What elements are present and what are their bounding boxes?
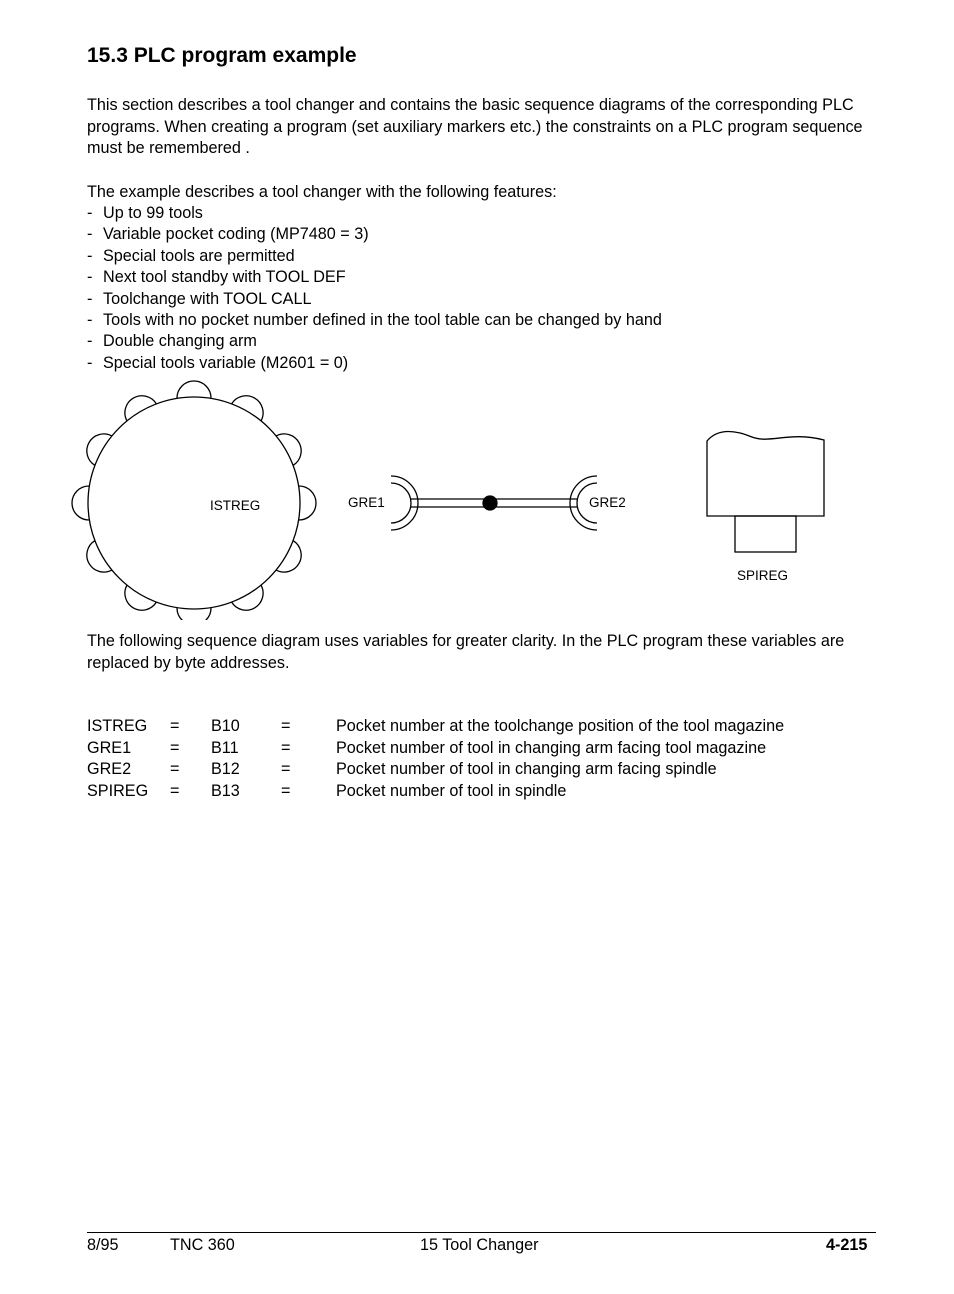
var-description: Pocket number of tool in spindle: [336, 781, 567, 800]
equals-sign: =: [170, 738, 180, 757]
byte-address: B10: [211, 717, 240, 735]
arm-pivot: [483, 496, 497, 510]
spindle-head: [707, 431, 824, 516]
var-name: ISTREG: [87, 717, 148, 735]
table-row: [87, 738, 784, 760]
footer-date: 8/95: [87, 1236, 119, 1254]
byte-address: B13: [211, 781, 240, 800]
feature-text: Double changing arm: [103, 332, 257, 351]
intro-paragraph: This section describes a tool changer and contains the basic sequence diagrams of the corresponding PLC programs. When creating a program (set auxiliary markers etc.) the constraints on a PLC program sequence must be remembered .: [87, 96, 863, 157]
tool-pocket: [232, 585, 263, 610]
tool-changer-diagram: [0, 0, 954, 620]
tool-pocket: [87, 434, 112, 465]
arm-right-label: GRE2: [589, 495, 626, 510]
var-description: Pocket number of tool in changing arm facing spindle: [336, 760, 717, 779]
arm-left-label: GRE1: [348, 495, 385, 510]
var-name: GRE2: [87, 760, 132, 779]
equals-sign: =: [170, 760, 180, 779]
table-row: [87, 781, 784, 803]
equals-sign: =: [281, 781, 291, 800]
tool-pocket: [87, 541, 112, 572]
footer-model: TNC 360: [170, 1236, 235, 1254]
feature-text: Next tool standby with TOOL DEF: [103, 268, 346, 287]
equals-sign: =: [281, 717, 291, 735]
dash-bullet: -: [87, 289, 93, 308]
feature-text: Up to 99 tools: [103, 204, 203, 222]
section-heading: 15.3 PLC program example: [87, 44, 357, 67]
spindle-label: SPIREG: [737, 568, 789, 583]
magazine-outline: [88, 397, 300, 609]
byte-address: B11: [211, 738, 239, 757]
equals-sign: =: [281, 738, 291, 757]
equals-sign: =: [281, 760, 291, 779]
spindle-nose: [735, 516, 796, 552]
feature-text: Special tools variable (M2601 = 0): [103, 353, 349, 372]
tool-pocket: [276, 541, 301, 572]
tool-pocket: [125, 396, 156, 421]
magazine-label: ISTREG: [210, 498, 261, 513]
tool-pocket: [232, 396, 263, 421]
dash-bullet: -: [87, 225, 93, 244]
arm-left-gripper: [391, 476, 418, 530]
table-row: [87, 759, 784, 781]
tool-pocket: [177, 381, 211, 398]
var-description: Pocket number of tool in changing arm facing tool magazine: [336, 738, 767, 757]
tool-pocket: [125, 585, 156, 610]
arm-left-gripper-inner: [391, 483, 411, 523]
page-number: 4-215: [826, 1236, 868, 1254]
dash-bullet: -: [87, 246, 93, 265]
table-row: [87, 716, 784, 738]
tool-pocket: [177, 608, 211, 620]
magazine-pockets: [72, 381, 316, 620]
byte-address: B12: [211, 760, 240, 779]
equals-sign: =: [170, 781, 180, 800]
var-name: GRE1: [87, 738, 132, 757]
feature-text: Tools with no pocket number defined in the tool table can be changed by hand: [103, 311, 662, 330]
spindle: [707, 431, 824, 552]
feature-text: Special tools are permitted: [103, 246, 295, 265]
changing-arm: [391, 476, 597, 530]
var-description: Pocket number at the toolchange position of the tool magazine: [336, 717, 785, 735]
features-intro: The example describes a tool changer with the following features:: [87, 183, 557, 201]
tool-pocket: [299, 486, 316, 520]
dash-bullet: -: [87, 311, 93, 330]
tool-pocket: [72, 486, 89, 520]
equals-sign: =: [170, 717, 180, 735]
feature-text: Variable pocket coding (MP7480 = 3): [103, 225, 369, 244]
feature-text: Toolchange with TOOL CALL: [103, 289, 312, 308]
dash-bullet: -: [87, 268, 93, 287]
footer-chapter: 15 Tool Changer: [420, 1236, 539, 1254]
tool-pocket: [276, 434, 301, 465]
dash-bullet: -: [87, 353, 93, 372]
dash-bullet: -: [87, 332, 93, 351]
variable-table: [87, 716, 784, 802]
footer-divider: [87, 1232, 876, 1233]
var-name: SPIREG: [87, 781, 149, 800]
dash-bullet: -: [87, 204, 93, 222]
tool-magazine: [72, 381, 316, 620]
sequence-note: The following sequence diagram uses variables for greater clarity. In the PLC program these variables are replaced by byte addresses.: [87, 632, 845, 672]
